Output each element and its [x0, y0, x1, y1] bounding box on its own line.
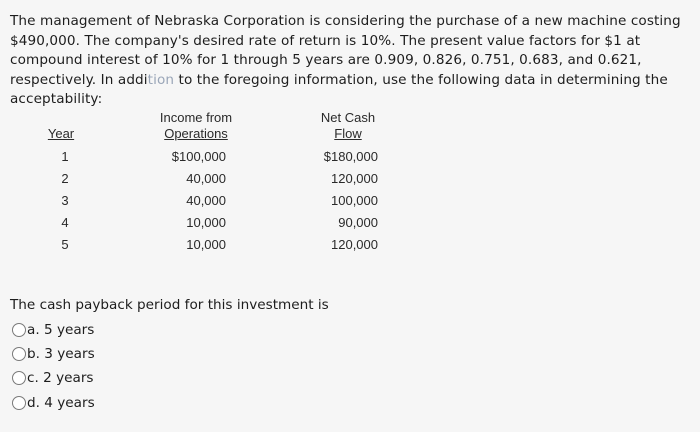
- net-header-line2: Flow: [334, 126, 362, 141]
- option-d[interactable]: [12, 393, 95, 413]
- table-row-year: 3: [61, 193, 69, 208]
- table-row-net: 120,000: [331, 171, 378, 186]
- option-a[interactable]: [12, 320, 94, 340]
- data-table: [0, 112, 700, 262]
- table-row-income: 40,000: [186, 193, 226, 208]
- option-label: c. 2 years: [27, 370, 94, 386]
- table-row-income: 10,000: [186, 215, 226, 230]
- option-b[interactable]: [12, 344, 95, 364]
- table-row-net: $180,000: [323, 149, 378, 164]
- table-row-year: 4: [61, 215, 69, 230]
- option-label: b. 3 years: [27, 346, 95, 362]
- radio-button-icon[interactable]: [12, 371, 26, 385]
- table-row-year: 5: [61, 237, 69, 252]
- option-c[interactable]: [12, 368, 94, 388]
- table-row-net: 100,000: [331, 193, 378, 208]
- table-row-year: 1: [61, 149, 69, 164]
- table-row-net: 120,000: [331, 237, 378, 252]
- table-row-income: 40,000: [186, 171, 226, 186]
- table-row-net: 90,000: [338, 215, 378, 230]
- table-row-income: $100,000: [171, 149, 226, 164]
- option-label: a. 5 years: [27, 322, 95, 338]
- question-body-end: to the foregoing information, use the following data in determining the acceptability:: [10, 71, 668, 107]
- radio-button-icon[interactable]: [12, 347, 26, 361]
- option-label: d. 4 years: [27, 395, 95, 411]
- income-header-line1: Income from: [159, 110, 233, 125]
- question-prompt: The cash payback period for this investment is: [10, 297, 329, 313]
- radio-button-icon[interactable]: [12, 396, 26, 410]
- question-text: [10, 12, 694, 110]
- income-header-line2: Operations: [164, 126, 228, 141]
- table-row-income: 10,000: [186, 237, 226, 252]
- question-body: The management of Nebraska Corporation is considering the purchase of a new machine costing $490,000. The company's desired rate of return is 10%. The present value factors for $1 at compound interest of 10% for 1 through 5 years are 0.909, 0.826, 0.751, 0.683, and 0.621, respectively. In addi: [10, 13, 681, 88]
- table-row-year: 2: [61, 171, 69, 186]
- question-faded-text: tion: [147, 71, 175, 88]
- year-header: Year: [47, 126, 75, 141]
- radio-button-icon[interactable]: [12, 323, 26, 337]
- net-header-line1: Net Cash: [320, 110, 376, 125]
